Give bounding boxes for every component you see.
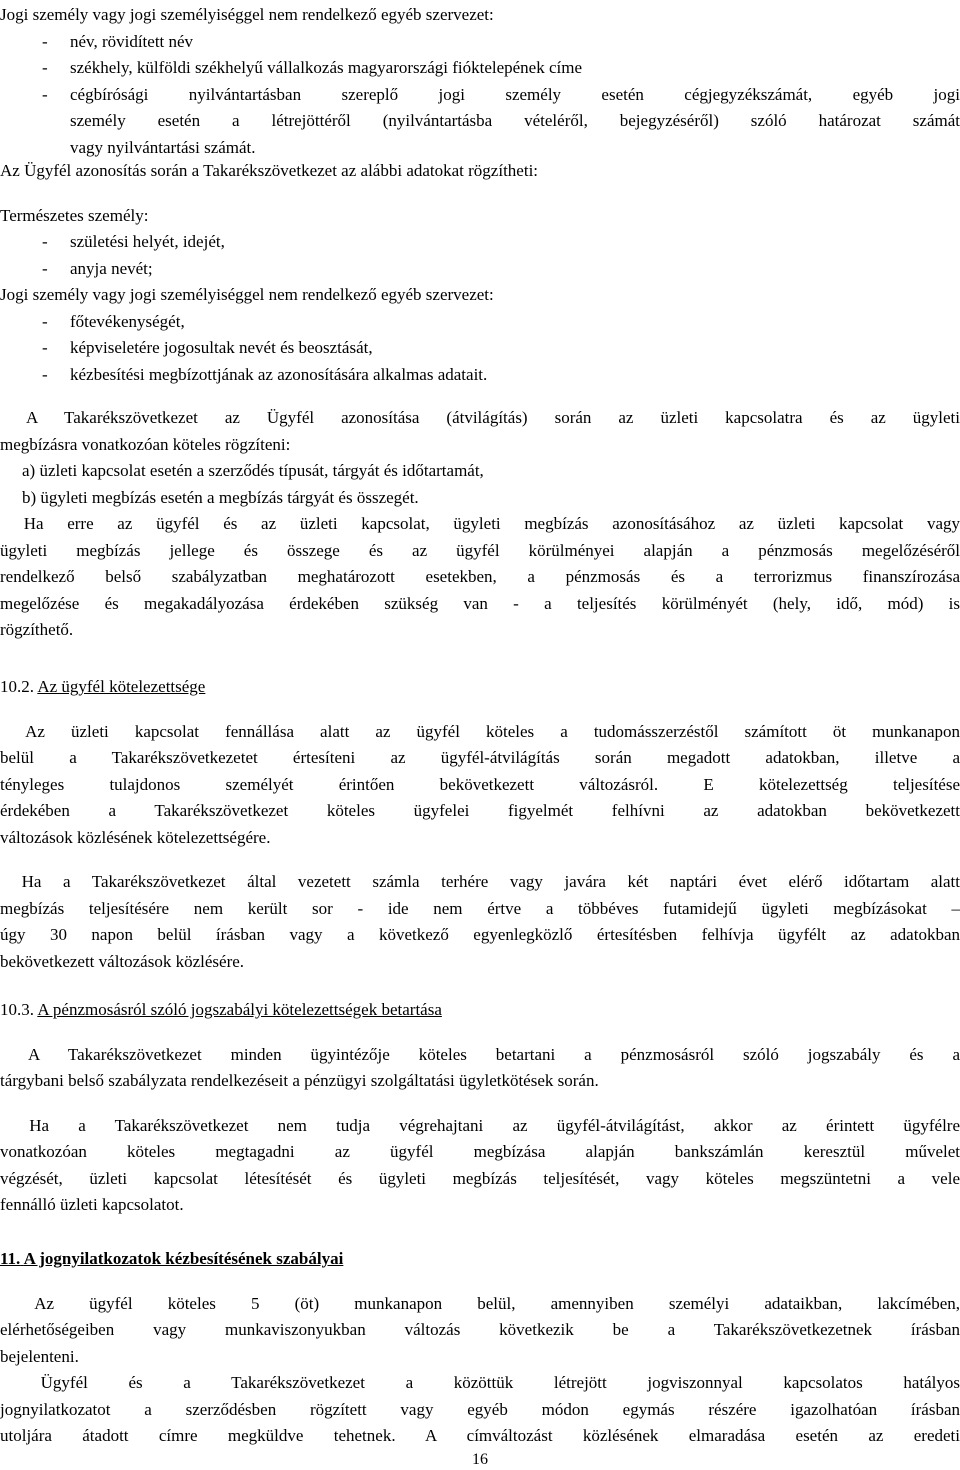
paragraph-line: A Takarékszövetkezet az Ügyfél azonosítása (átvilágítás) során az üzleti kapcsolatra és az ügyleti <box>0 408 960 427</box>
section-heading <box>0 997 960 1024</box>
legal-entity-intro: Jogi személy vagy jogi személyiséggel nem rendelkező egyéb szervezet: <box>0 5 494 24</box>
list-item: - székhely, külföldi székhelyű vállalkozás magyarországi fióktelepének címe <box>0 55 960 82</box>
section-title: A pénzmosásról szóló jogszabályi kötelezettségek betartása <box>37 1000 442 1019</box>
paragraph-line: elérhetőségeiben vagy munkaviszonyukban változás következik be a Takarékszövetkezetnek írásban <box>0 1320 960 1339</box>
paragraph-line: bekövetkezett változások közlésére. <box>0 951 245 971</box>
section-number: 10.2. <box>0 677 34 696</box>
recordable-data-intro: Az Ügyfél azonosítás során a Takarékszövetkezet az alábbi adatokat rögzítheti: <box>0 161 539 180</box>
section-title: Az ügyfél kötelezettsége <box>37 677 206 696</box>
list-item: a) üzleti kapcsolat esetén a szerződés típusát, tárgyát és időtartamát, <box>22 461 484 480</box>
paragraph-line: utoljára átadott címre megküldve tehetnek. A címváltozást közlésének elmaradása esetén az eredeti <box>0 1426 960 1445</box>
paragraph-line: érdekében a Takarékszövetkezet köteles ügyfelei figyelmét felhívni az adatokban bekövetkezett <box>0 801 960 820</box>
paragraph-line: változások közlésének kötelezettségére. <box>0 827 271 847</box>
paragraph <box>0 1291 960 1371</box>
legal-entity-data-list <box>0 309 960 389</box>
section-11 <box>0 1246 960 1450</box>
paragraph-line: megbízás teljesítésére nem került sor - ide nem értve a többéves futamidejű ügyleti megbízásokat – <box>0 898 960 918</box>
section-heading <box>0 1246 960 1273</box>
paragraph-line: Ha a Takarékszövetkezet nem tudja végrehajtani az ügyfél-átvilágítást, akkor az érintett ügyfélre <box>0 1115 960 1135</box>
list-item: - főtevékenységét, <box>0 309 960 336</box>
section-number: 10.3. <box>0 1000 34 1019</box>
paragraph <box>0 869 960 975</box>
list-item: - születési helyét, idejét, <box>0 229 960 256</box>
recordable-data-block <box>0 158 960 388</box>
paragraph-line: belül a Takarékszövetkezetet értesíteni az ügyfél-átvilágítás során megadott adatokban, illetve a <box>0 748 960 767</box>
paragraph-line: Ügyfél és a Takarékszövetkezet a közöttük létrejött jogviszonnyal kapcsolatos hatályos <box>0 1373 960 1392</box>
paragraph-line: rögzíthető. <box>0 620 74 639</box>
paragraph-line: vonatkozóan köteles megtagadni az ügyfél megbízása alapján bankszámlán keresztül művelet <box>0 1142 960 1161</box>
section-heading <box>0 674 960 701</box>
paragraph-line: megelőzése és megakadályozása érdekében szükség van - a teljesítés körülményét (hely, idő, mód) is <box>0 593 960 613</box>
paragraph-line: megbízásra vonatkozóan köteles rögzíteni: <box>0 434 291 454</box>
list-item-continuation: személy esetén a létrejöttéről (nyilvántartásba vételéről, bejegyzéséről) szóló határozat számát <box>70 111 960 130</box>
paragraph-line: Az üzleti kapcsolat fennállása alatt az ügyfél köteles a tudomásszerzéstől számított öt munkanapon <box>0 721 960 741</box>
paragraph <box>0 719 960 852</box>
list-item: - kézbesítési megbízottjának az azonosítására alkalmas adatait. <box>0 362 960 389</box>
section-10-3 <box>0 997 960 1219</box>
page-number: 16 <box>472 1451 488 1468</box>
section-title: A jognyilatkozatok kézbesítésének szabályai <box>23 1249 344 1268</box>
paragraph-line: tárgybani belső szabályzata rendelkezéseit a pénzügyi szolgáltatási ügyletkötések során. <box>0 1071 599 1090</box>
paragraph <box>0 1370 960 1450</box>
paragraph-line: Ha erre az ügyfél és az üzleti kapcsolat, ügyleti megbízás azonosításához az üzleti kapcsolat vagy <box>0 514 960 533</box>
identification-block <box>0 405 960 644</box>
legal-entity-block <box>0 2 960 161</box>
paragraph-line: tényleges tulajdonos személyét érintően bekövetkezett változásról. E kötelezettség teljesítése <box>0 774 960 794</box>
paragraph-line: Ha a Takarékszövetkezet által vezetett számla terhére vagy javára két naptári évet elérő időtartam alatt <box>0 872 960 891</box>
paragraph-line: úgy 30 napon belül írásban vagy a következő egyenlegközlő értesítésben felhívja ügyfélt az adatokban <box>0 925 960 944</box>
natural-person-list <box>0 229 960 282</box>
list-item: - név, rövidített név <box>0 29 960 56</box>
list-item: - anyja nevét; <box>0 256 960 283</box>
paragraph <box>0 1113 960 1219</box>
paragraph-line: rendelkező belső szabályzatban meghatározott esetekben, a pénzmosás és a terrorizmus finanszírozása <box>0 567 960 586</box>
paragraph-line: végzését, üzleti kapcsolat létesítését és ügyleti megbízás teljesítését, vagy köteles megszüntetni a vele <box>0 1168 960 1188</box>
paragraph-line: ügyleti megbízás jellege és összege és az ügyfél körülményei alapján a pénzmosás megelőzéséről <box>0 540 960 560</box>
paragraph <box>0 1042 960 1095</box>
paragraph-line: bejelenteni. <box>0 1346 79 1366</box>
paragraph-line: Az ügyfél köteles 5 (öt) munkanapon belül, amennyiben személyi adataikban, lakcímében, <box>0 1293 960 1313</box>
list-item: - képviseletére jogosultak nevét és beosztását, <box>0 335 960 362</box>
paragraph-line: jognyilatkozatot a szerződésben rögzített vagy egyéb módon egymás részére igazolhatóan írásban <box>0 1399 960 1419</box>
legal-entity-list <box>0 29 960 109</box>
section-10-2 <box>0 674 960 975</box>
section-number: 11. <box>0 1249 21 1268</box>
legal-entity-heading: Jogi személy vagy jogi személyiséggel nem rendelkező egyéb szervezet: <box>0 285 494 304</box>
paragraph-line: fennálló üzleti kapcsolatot. <box>0 1195 184 1214</box>
list-item: - cégbírósági nyilvántartásban szereplő jogi személy esetén cégjegyzékszámát, egyéb jogi <box>0 82 960 109</box>
list-item-continuation: vagy nyilvántartási számát. <box>70 137 256 157</box>
list-item: b) ügyleti megbízás esetén a megbízás tárgyát és összegét. <box>22 487 419 507</box>
paragraph-line: A Takarékszövetkezet minden ügyintézője köteles betartani a pénzmosásról szóló jogszabály és a <box>0 1044 960 1064</box>
natural-person-heading: Természetes személy: <box>0 205 149 225</box>
